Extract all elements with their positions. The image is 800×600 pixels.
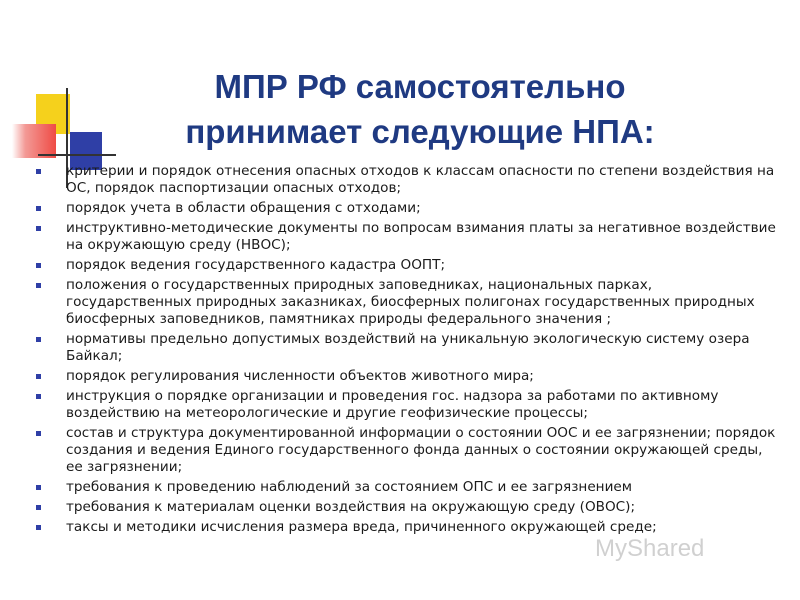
list-item-text: порядок регулирования численности объектов животного мира; bbox=[66, 368, 534, 384]
square-bullet-icon bbox=[36, 206, 41, 211]
list-item-text: критерии и порядок отнесения опасных отходов к классам опасности по степени воздействия на ОС, порядок паспортизации опасных отходов; bbox=[66, 163, 775, 196]
slide-title-line-1: МПР РФ самостоятельно bbox=[214, 68, 626, 105]
square-bullet-icon bbox=[36, 263, 41, 268]
square-bullet-icon bbox=[36, 431, 41, 436]
list-item-text: состав и структура документированной информации о состоянии ООС и ее загрязнении; порядок создания и ведения Единого государственного фонда данных о состоянии окружающей среды, ее загрязнении; bbox=[66, 425, 776, 475]
list-item bbox=[66, 200, 781, 217]
bullet-list bbox=[66, 163, 781, 539]
slide-title bbox=[120, 64, 720, 154]
list-item-text: инструкция о порядке организации и проведения гос. надзора за работами по активному воздействию на метеорологические и другие геофизические процессы; bbox=[66, 388, 719, 421]
square-bullet-icon bbox=[36, 505, 41, 510]
list-item-text: порядок ведения государственного кадастра ООПТ; bbox=[66, 257, 446, 273]
square-bullet-icon bbox=[36, 374, 41, 379]
square-bullet-icon bbox=[36, 283, 41, 288]
list-item bbox=[66, 425, 781, 476]
slide-title-line-2: принимает следующие НПА: bbox=[185, 113, 655, 150]
decorative-logo-blocks bbox=[0, 0, 130, 190]
list-item-text: требования к проведению наблюдений за состоянием ОПС и ее загрязнением bbox=[66, 479, 633, 495]
list-item bbox=[66, 368, 781, 385]
list-item-text: положения о государственных природных заповедниках, национальных парках, государственных природных заказниках, биосферных полигонах государственных природных биосферных заповедников, памятниках природы федерального значения ; bbox=[66, 277, 755, 327]
list-item-text: требования к материалам оценки воздействия на окружающую среду (ОВОС); bbox=[66, 499, 636, 515]
watermark: MyShared bbox=[595, 535, 705, 562]
list-item-text: инструктивно-методические документы по вопросам взимания платы за негативное воздействие на окружающую среду (НВОС); bbox=[66, 220, 776, 253]
list-item bbox=[66, 479, 781, 496]
square-bullet-icon bbox=[36, 485, 41, 490]
list-item-text: порядок учета в области обращения с отходами; bbox=[66, 200, 421, 216]
list-item bbox=[66, 519, 781, 536]
square-bullet-icon bbox=[36, 394, 41, 399]
list-item bbox=[66, 388, 781, 422]
list-item-text: нормативы предельно допустимых воздействий на уникальную экологическую систему озера Байкал; bbox=[66, 331, 750, 364]
list-item bbox=[66, 331, 781, 365]
list-item-text: таксы и методики исчисления размера вреда, причиненного окружающей среде; bbox=[66, 519, 657, 535]
square-bullet-icon bbox=[36, 525, 41, 530]
square-bullet-icon bbox=[36, 337, 41, 342]
list-item bbox=[66, 277, 781, 328]
square-bullet-icon bbox=[36, 226, 41, 231]
logo-red-square bbox=[12, 124, 56, 158]
list-item bbox=[66, 499, 781, 516]
square-bullet-icon bbox=[36, 169, 41, 174]
logo-horizontal-line bbox=[38, 154, 116, 156]
list-item bbox=[66, 220, 781, 254]
list-item bbox=[66, 257, 781, 274]
list-item bbox=[66, 163, 781, 197]
